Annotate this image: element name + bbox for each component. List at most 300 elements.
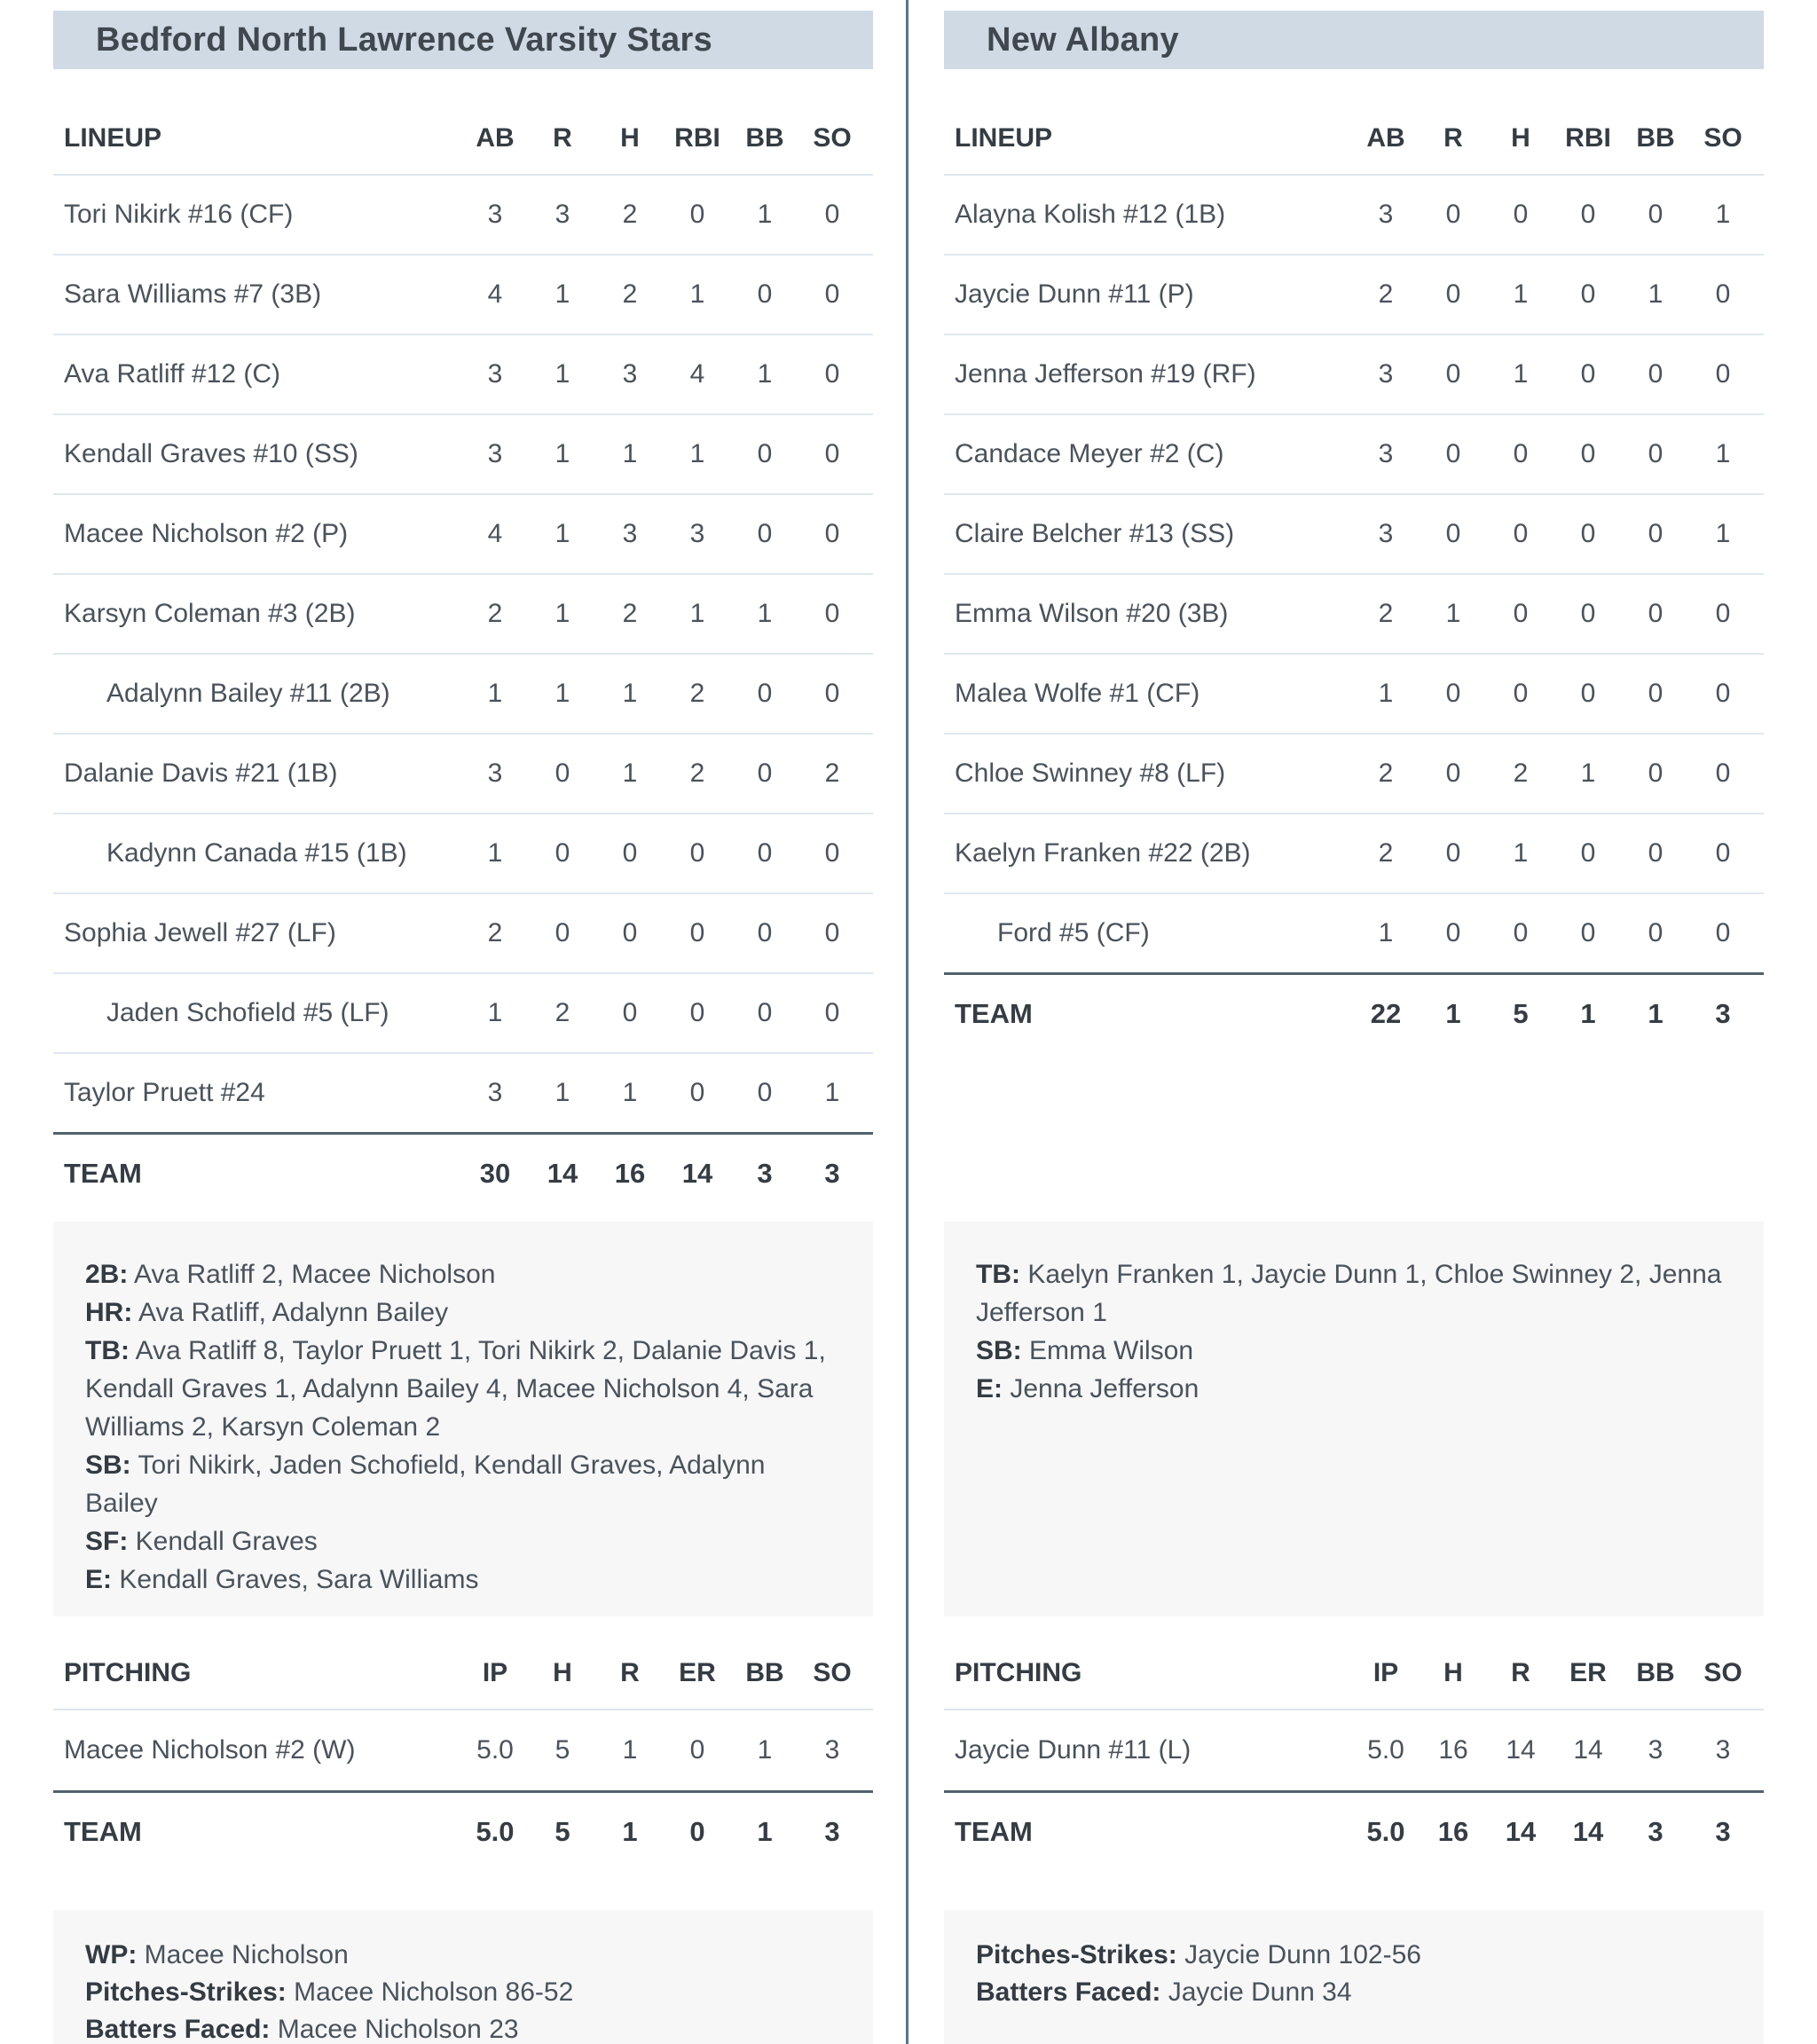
stat-column-header: SO bbox=[1703, 123, 1742, 153]
note-label: TB: bbox=[85, 1336, 130, 1365]
player-name: Jenna Jefferson #19 (RF) bbox=[955, 359, 1256, 389]
note-label: Pitches-Strikes: bbox=[976, 1940, 1177, 1969]
stat-bb: 0 bbox=[1648, 359, 1664, 389]
player-row bbox=[53, 1054, 873, 1132]
player-name: Sophia Jewell #27 (LF) bbox=[64, 918, 336, 947]
stat-rbi: 0 bbox=[1580, 918, 1596, 947]
note-text: Emma Wilson bbox=[1029, 1336, 1194, 1365]
player-name: Kaelyn Franken #22 (2B) bbox=[955, 838, 1251, 868]
stat-h: 16 bbox=[1437, 1816, 1469, 1847]
note-line bbox=[976, 1255, 1732, 1332]
stat-r: 0 bbox=[1445, 838, 1461, 868]
note-label: SB: bbox=[85, 1450, 131, 1480]
player-row bbox=[53, 735, 873, 814]
lineup-header-row bbox=[944, 103, 1764, 176]
stat-rbi: 0 bbox=[689, 1078, 705, 1107]
lineup-table bbox=[53, 103, 873, 1213]
stat-so: 0 bbox=[1715, 279, 1731, 309]
stat-h: 5 bbox=[1513, 998, 1529, 1029]
note-line bbox=[976, 1937, 1732, 1974]
stat-rbi: 0 bbox=[689, 918, 705, 947]
stat-r: 0 bbox=[1445, 918, 1461, 947]
stat-column-header: SO bbox=[1703, 1658, 1742, 1687]
stat-bb: 3 bbox=[1648, 1816, 1664, 1847]
stat-rbi: 1 bbox=[689, 439, 705, 468]
note-text: Kendall Graves, Sara Williams bbox=[119, 1565, 479, 1594]
stat-column-header: ER bbox=[1569, 1658, 1607, 1687]
stat-so: 3 bbox=[1715, 998, 1731, 1029]
player-stats bbox=[461, 679, 873, 709]
note-text: Kaelyn Franken 1, Jaycie Dunn 1, Chloe Swinney 2, Jenna Jefferson 1 bbox=[976, 1260, 1722, 1327]
stat-rbi: 0 bbox=[1580, 599, 1596, 628]
team-total-stats bbox=[461, 1158, 873, 1190]
stat-column-header: AB bbox=[1366, 123, 1405, 153]
pitching-header-label: PITCHING bbox=[955, 1658, 1082, 1687]
player-name: Adalynn Bailey #11 (2B) bbox=[106, 679, 390, 708]
stat-ab: 1 bbox=[1378, 918, 1394, 947]
player-stats bbox=[461, 838, 873, 869]
player-stats bbox=[461, 599, 873, 629]
stat-ab: 2 bbox=[487, 599, 503, 628]
stat-rbi: 2 bbox=[689, 679, 705, 708]
stat-ab: 30 bbox=[479, 1158, 511, 1189]
note-label: E: bbox=[976, 1374, 1003, 1403]
player-row bbox=[944, 575, 1764, 655]
stat-so: 1 bbox=[824, 1078, 840, 1107]
stat-rbi: 4 bbox=[689, 359, 705, 389]
player-name: Tori Nikirk #16 (CF) bbox=[64, 200, 294, 229]
stat-so: 0 bbox=[1715, 599, 1731, 628]
stat-bb: 0 bbox=[757, 838, 773, 868]
player-name: Ford #5 (CF) bbox=[997, 918, 1150, 947]
player-stats bbox=[461, 998, 873, 1028]
pitching-header-stat-columns bbox=[1352, 1658, 1764, 1688]
stat-r: 0 bbox=[555, 838, 570, 868]
pitching-team-row bbox=[944, 1790, 1764, 1871]
stat-ab: 3 bbox=[1378, 200, 1394, 229]
stat-so: 0 bbox=[824, 200, 840, 229]
stat-r: 1 bbox=[555, 519, 570, 548]
player-stats bbox=[1352, 599, 1764, 629]
stat-column-header: RBI bbox=[674, 123, 720, 153]
player-row bbox=[944, 814, 1764, 894]
stat-h: 0 bbox=[622, 838, 638, 868]
stat-bb: 0 bbox=[1648, 679, 1664, 708]
note-line bbox=[85, 1293, 841, 1332]
stat-bb: 0 bbox=[757, 519, 773, 548]
stat-r: 1 bbox=[555, 439, 570, 468]
stat-column-header: SO bbox=[813, 123, 852, 153]
team-total-label: TEAM bbox=[64, 1158, 142, 1189]
stat-rbi: 1 bbox=[689, 599, 705, 628]
stat-ip: 5.0 bbox=[1366, 1816, 1405, 1847]
lineup-section bbox=[944, 11, 1764, 1222]
player-name: Jaycie Dunn #11 (P) bbox=[955, 279, 1194, 309]
stat-r: 14 bbox=[1505, 1816, 1537, 1847]
player-row bbox=[53, 415, 873, 495]
player-row bbox=[53, 894, 873, 974]
stat-ab: 2 bbox=[1378, 759, 1394, 788]
note-text: Macee Nicholson 23 bbox=[277, 2015, 519, 2044]
pitcher-row bbox=[944, 1710, 1764, 1790]
stat-so: 0 bbox=[824, 838, 840, 868]
stat-so: 1 bbox=[1715, 519, 1731, 548]
team-name: Bedford North Lawrence Varsity Stars bbox=[96, 20, 713, 59]
note-text: Jaycie Dunn 102-56 bbox=[1184, 1940, 1421, 1969]
stat-h: 1 bbox=[622, 679, 638, 708]
stat-bb: 1 bbox=[1648, 998, 1664, 1029]
stat-ab: 1 bbox=[1378, 679, 1394, 708]
stat-so: 0 bbox=[1715, 679, 1731, 708]
stat-rbi: 0 bbox=[1580, 519, 1596, 548]
player-stats bbox=[1352, 279, 1764, 310]
stat-column-header: R bbox=[553, 123, 572, 153]
pitcher-name: Macee Nicholson #2 (W) bbox=[64, 1735, 356, 1765]
player-row bbox=[944, 495, 1764, 575]
stat-bb: 0 bbox=[757, 998, 773, 1027]
player-name: Claire Belcher #13 (SS) bbox=[955, 519, 1235, 548]
stat-rbi: 14 bbox=[681, 1158, 713, 1189]
note-label: E: bbox=[85, 1565, 112, 1594]
stat-h: 1 bbox=[1513, 359, 1529, 389]
stat-so: 0 bbox=[824, 279, 840, 309]
player-name: Karsyn Coleman #3 (2B) bbox=[64, 599, 356, 628]
pitching-header-row bbox=[53, 1638, 873, 1710]
stat-ab: 3 bbox=[487, 1078, 503, 1107]
team-column bbox=[944, 11, 1764, 2044]
stat-so: 0 bbox=[1715, 359, 1731, 389]
note-line bbox=[85, 2011, 841, 2044]
stat-h: 0 bbox=[1513, 519, 1529, 548]
stat-bb: 0 bbox=[757, 439, 773, 468]
lineup-rows bbox=[53, 176, 873, 1132]
lineup-team-row bbox=[53, 1132, 873, 1213]
stat-h: 2 bbox=[622, 200, 638, 229]
stat-column-header: SO bbox=[813, 1658, 852, 1687]
note-line bbox=[85, 1937, 841, 1974]
stat-so: 0 bbox=[1715, 759, 1731, 788]
player-row bbox=[53, 974, 873, 1054]
note-label: WP: bbox=[85, 1940, 138, 1969]
stat-ip: 5.0 bbox=[476, 1816, 515, 1847]
stat-ab: 3 bbox=[1378, 359, 1394, 389]
note-line bbox=[85, 1255, 841, 1293]
stat-ab: 2 bbox=[487, 918, 503, 947]
stat-h: 2 bbox=[622, 279, 638, 309]
stat-bb: 0 bbox=[1648, 918, 1664, 947]
stat-er: 14 bbox=[1572, 1816, 1604, 1847]
stat-h: 16 bbox=[1438, 1735, 1468, 1765]
stat-column-header: AB bbox=[476, 123, 515, 153]
stat-h: 3 bbox=[622, 359, 638, 389]
stat-r: 0 bbox=[555, 918, 570, 947]
player-row bbox=[944, 176, 1764, 256]
note-label: HR: bbox=[85, 1298, 133, 1327]
stat-h: 0 bbox=[622, 918, 638, 947]
player-name: Jaden Schofield #5 (LF) bbox=[106, 998, 389, 1027]
stat-r: 1 bbox=[622, 1816, 638, 1847]
stat-r: 14 bbox=[1506, 1735, 1536, 1765]
stat-r: 14 bbox=[547, 1158, 578, 1189]
stat-h: 0 bbox=[1513, 918, 1529, 947]
stat-r: 3 bbox=[555, 200, 570, 229]
player-stats bbox=[1352, 519, 1764, 549]
stat-h: 3 bbox=[622, 519, 638, 548]
note-line bbox=[85, 1522, 841, 1561]
stat-column-header: BB bbox=[745, 123, 784, 153]
stat-column-header: R bbox=[1511, 1658, 1530, 1687]
team-total-stats bbox=[1352, 1816, 1764, 1848]
stat-r: 0 bbox=[1445, 519, 1461, 548]
player-name: Emma Wilson #20 (3B) bbox=[955, 599, 1229, 628]
stat-bb: 1 bbox=[757, 1735, 773, 1765]
player-name: Candace Meyer #2 (C) bbox=[955, 439, 1224, 468]
team-total-stats bbox=[1352, 998, 1764, 1030]
stat-so: 0 bbox=[824, 998, 840, 1027]
player-stats bbox=[1352, 679, 1764, 709]
stat-bb: 0 bbox=[1648, 599, 1664, 628]
player-stats bbox=[461, 759, 873, 789]
note-text: Jaycie Dunn 34 bbox=[1168, 1977, 1352, 2007]
stat-h: 1 bbox=[622, 759, 638, 788]
stat-h: 0 bbox=[1513, 599, 1529, 628]
player-stats bbox=[1352, 200, 1764, 230]
stat-rbi: 3 bbox=[689, 519, 705, 548]
stat-r: 0 bbox=[1445, 759, 1461, 788]
stat-column-header: BB bbox=[1636, 1658, 1675, 1687]
team-total-label: TEAM bbox=[955, 998, 1033, 1029]
stat-so: 0 bbox=[824, 519, 840, 548]
stat-column-header: ER bbox=[679, 1658, 716, 1687]
player-name: Kendall Graves #10 (SS) bbox=[64, 439, 358, 468]
stat-so: 0 bbox=[824, 918, 840, 947]
batting-notes bbox=[53, 1222, 873, 1616]
stat-r: 0 bbox=[1445, 679, 1461, 708]
player-name: Dalanie Davis #21 (1B) bbox=[64, 759, 338, 788]
player-row bbox=[53, 176, 873, 256]
stat-rbi: 0 bbox=[1580, 279, 1596, 309]
player-stats bbox=[461, 519, 873, 549]
stat-bb: 0 bbox=[757, 759, 773, 788]
stat-ab: 3 bbox=[487, 200, 503, 229]
player-name: Taylor Pruett #24 bbox=[64, 1078, 265, 1107]
note-line bbox=[976, 1332, 1732, 1370]
stat-h: 2 bbox=[1513, 759, 1529, 788]
stat-rbi: 2 bbox=[689, 759, 705, 788]
stat-r: 1 bbox=[555, 359, 570, 389]
note-line bbox=[85, 1446, 841, 1522]
team-column bbox=[53, 11, 873, 2044]
note-text: Macee Nicholson 86-52 bbox=[294, 1977, 574, 2007]
stat-r: 1 bbox=[1445, 998, 1461, 1029]
player-stats bbox=[1352, 918, 1764, 948]
stat-so: 1 bbox=[1715, 200, 1731, 229]
stat-bb: 0 bbox=[1648, 439, 1664, 468]
stat-ab: 3 bbox=[487, 439, 503, 468]
stat-r: 0 bbox=[555, 759, 570, 788]
stat-ab: 3 bbox=[487, 759, 503, 788]
pitching-notes bbox=[944, 1910, 1764, 2044]
player-row bbox=[944, 415, 1764, 495]
player-stats bbox=[1352, 759, 1764, 789]
player-row bbox=[53, 814, 873, 894]
pitching-header-label: PITCHING bbox=[64, 1658, 192, 1687]
stat-ip: 5.0 bbox=[1367, 1735, 1404, 1765]
player-name: Malea Wolfe #1 (CF) bbox=[955, 679, 1200, 708]
stat-column-header: RBI bbox=[1565, 123, 1611, 153]
lineup-section bbox=[53, 11, 873, 1222]
note-label: SB: bbox=[976, 1336, 1022, 1365]
stat-bb: 1 bbox=[757, 359, 773, 389]
stat-r: 1 bbox=[622, 1735, 638, 1765]
stat-column-header: H bbox=[1511, 123, 1530, 153]
note-text: Ava Ratliff 8, Taylor Pruett 1, Tori Nikirk 2, Dalanie Davis 1, Kendall Graves 1, Adalynn Bailey 4, Macee Nicholson 4, Sara Williams 2, Karsyn Coleman 2 bbox=[85, 1336, 826, 1442]
stat-bb: 0 bbox=[757, 1078, 773, 1107]
stat-er: 0 bbox=[689, 1735, 705, 1765]
stat-ab: 3 bbox=[1378, 439, 1394, 468]
stat-column-header: H bbox=[553, 1658, 572, 1687]
stat-r: 0 bbox=[1445, 279, 1461, 309]
note-label: Pitches-Strikes: bbox=[85, 1977, 287, 2007]
pitching-section bbox=[53, 1638, 873, 1871]
stat-so: 0 bbox=[1715, 918, 1731, 947]
stat-rbi: 0 bbox=[1580, 838, 1596, 868]
stat-rbi: 0 bbox=[1580, 679, 1596, 708]
stat-so: 2 bbox=[824, 759, 840, 788]
lineup-header-label: LINEUP bbox=[64, 123, 162, 153]
pitcher-stats bbox=[461, 1735, 873, 1765]
stat-h: 0 bbox=[1513, 200, 1529, 229]
lineup-team-row bbox=[944, 972, 1764, 1053]
pitching-header-stat-columns bbox=[461, 1658, 873, 1688]
stat-r: 1 bbox=[555, 279, 570, 309]
stat-h: 0 bbox=[1513, 439, 1529, 468]
lineup-header-label: LINEUP bbox=[955, 123, 1053, 153]
stat-r: 1 bbox=[555, 1078, 570, 1107]
note-text: Tori Nikirk, Jaden Schofield, Kendall Graves, Adalynn Bailey bbox=[85, 1450, 766, 1518]
stat-rbi: 0 bbox=[1580, 359, 1596, 389]
player-stats bbox=[461, 359, 873, 389]
stat-bb: 0 bbox=[1648, 200, 1664, 229]
lineup-header-stat-columns bbox=[1352, 123, 1764, 153]
stat-so: 1 bbox=[1715, 439, 1731, 468]
stat-rbi: 0 bbox=[689, 200, 705, 229]
stat-bb: 0 bbox=[1648, 759, 1664, 788]
stat-h: 1 bbox=[622, 439, 638, 468]
stat-h: 5 bbox=[555, 1735, 570, 1765]
stat-ab: 2 bbox=[1378, 279, 1394, 309]
player-row bbox=[53, 335, 873, 415]
note-label: 2B: bbox=[85, 1260, 129, 1289]
note-line bbox=[85, 1561, 841, 1599]
stat-h: 1 bbox=[622, 1078, 638, 1107]
stat-rbi: 0 bbox=[1580, 200, 1596, 229]
stat-so: 0 bbox=[824, 679, 840, 708]
stat-so: 3 bbox=[824, 1158, 840, 1189]
stat-bb: 0 bbox=[757, 279, 773, 309]
stat-bb: 3 bbox=[757, 1158, 773, 1189]
stat-er: 14 bbox=[1573, 1735, 1603, 1765]
player-row bbox=[944, 335, 1764, 415]
stat-column-header: H bbox=[620, 123, 640, 153]
stat-column-header: R bbox=[620, 1658, 640, 1687]
stat-r: 0 bbox=[1445, 359, 1461, 389]
stat-rbi: 1 bbox=[1580, 759, 1596, 788]
team-total-label: TEAM bbox=[64, 1816, 142, 1847]
player-row bbox=[944, 735, 1764, 814]
stat-so: 3 bbox=[1715, 1816, 1731, 1847]
stat-bb: 0 bbox=[757, 918, 773, 947]
player-stats bbox=[461, 279, 873, 310]
stat-bb: 1 bbox=[757, 200, 773, 229]
batting-notes bbox=[944, 1222, 1764, 1616]
pitching-table bbox=[53, 1638, 873, 1871]
player-name: Macee Nicholson #2 (P) bbox=[64, 519, 349, 548]
stat-rbi: 1 bbox=[1580, 998, 1596, 1029]
stat-er: 0 bbox=[689, 1816, 705, 1847]
stat-ab: 22 bbox=[1370, 998, 1402, 1029]
stat-h: 0 bbox=[622, 998, 638, 1027]
stat-r: 1 bbox=[555, 679, 570, 708]
player-row bbox=[53, 256, 873, 335]
stat-column-header: R bbox=[1443, 123, 1463, 153]
pitching-team-row bbox=[53, 1790, 873, 1871]
pitching-rows bbox=[53, 1710, 873, 1790]
stat-bb: 0 bbox=[757, 679, 773, 708]
stat-rbi: 0 bbox=[689, 838, 705, 868]
stat-h: 0 bbox=[1513, 679, 1529, 708]
stat-bb: 1 bbox=[757, 1816, 773, 1847]
pitching-rows bbox=[944, 1710, 1764, 1790]
stat-column-header: IP bbox=[1373, 1658, 1399, 1687]
lineup-rows bbox=[944, 176, 1764, 972]
column-divider bbox=[906, 0, 908, 2044]
stat-rbi: 0 bbox=[689, 998, 705, 1027]
lineup-table bbox=[944, 103, 1764, 1053]
player-row bbox=[944, 894, 1764, 972]
pitching-notes bbox=[53, 1910, 873, 2044]
stat-so: 0 bbox=[824, 359, 840, 389]
stat-ab: 1 bbox=[487, 838, 503, 868]
stat-bb: 0 bbox=[1648, 838, 1664, 868]
stat-ab: 4 bbox=[487, 279, 503, 309]
team-total-stats bbox=[461, 1816, 873, 1848]
stat-column-header: IP bbox=[482, 1658, 508, 1687]
note-line bbox=[976, 1370, 1732, 1408]
stat-ab: 3 bbox=[487, 359, 503, 389]
team-banner bbox=[944, 11, 1764, 69]
note-text: Ava Ratliff, Adalynn Bailey bbox=[138, 1298, 449, 1327]
note-label: TB: bbox=[976, 1260, 1020, 1289]
stat-so: 0 bbox=[824, 599, 840, 628]
stat-bb: 3 bbox=[1648, 1735, 1664, 1765]
stat-ab: 3 bbox=[1378, 519, 1394, 548]
player-stats bbox=[1352, 359, 1764, 389]
player-stats bbox=[461, 1078, 873, 1108]
player-name: Sara Williams #7 (3B) bbox=[64, 279, 322, 309]
note-text: Jenna Jefferson bbox=[1010, 1374, 1200, 1403]
player-row bbox=[944, 655, 1764, 735]
stat-bb: 0 bbox=[1648, 519, 1664, 548]
stat-h: 16 bbox=[614, 1158, 646, 1189]
stat-h: 5 bbox=[555, 1816, 570, 1847]
player-name: Chloe Swinney #8 (LF) bbox=[955, 759, 1226, 788]
stat-ab: 2 bbox=[1378, 838, 1394, 868]
lineup-header-stat-columns bbox=[461, 123, 873, 153]
team-banner bbox=[53, 11, 873, 69]
pitcher-row bbox=[53, 1710, 873, 1790]
note-text: Kendall Graves bbox=[135, 1527, 318, 1556]
